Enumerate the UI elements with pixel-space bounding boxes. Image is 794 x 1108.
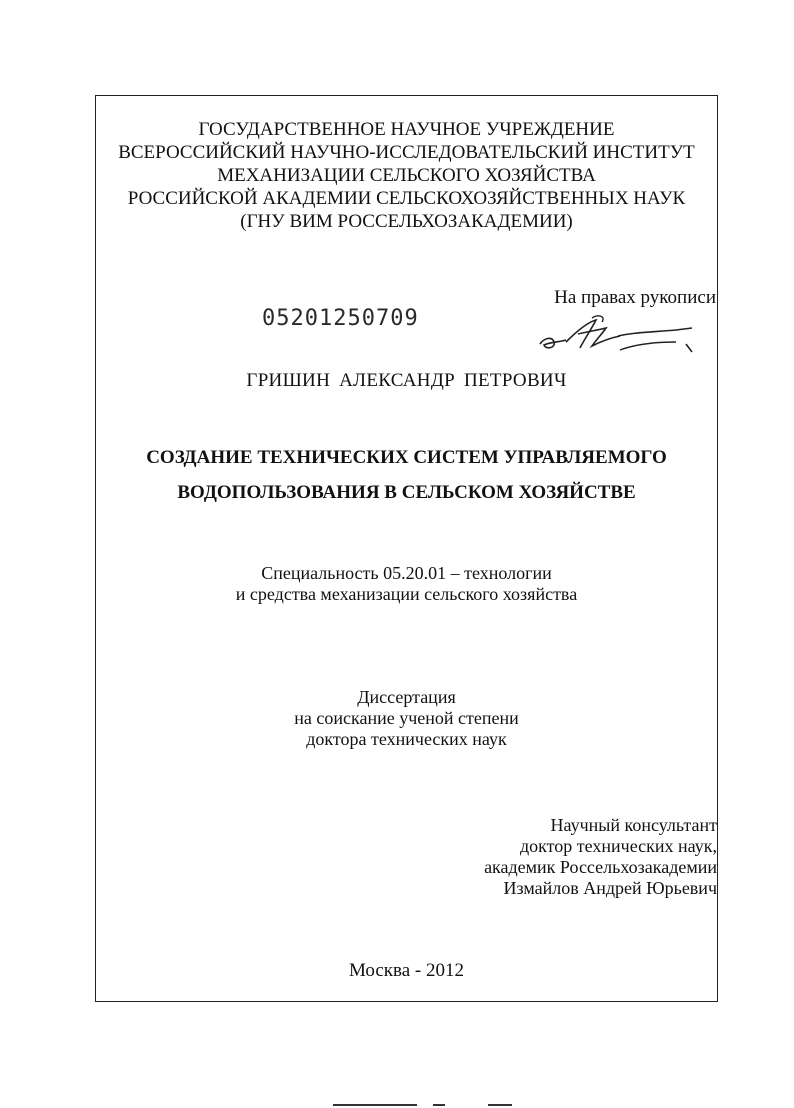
title-line: СОЗДАНИЕ ТЕХНИЧЕСКИХ СИСТЕМ УПРАВЛЯЕМОГО — [146, 447, 667, 468]
consultant-line: Измайлов Андрей Юрьевич — [503, 878, 717, 898]
author-signature — [536, 312, 700, 360]
city-and-year: Москва - 2012 — [348, 960, 465, 981]
institution-header — [95, 118, 718, 233]
header-line: ГОСУДАРСТВЕННОЕ НАУЧНОЕ УЧРЕЖДЕНИЕ — [198, 119, 615, 140]
consultant-line: доктор технических наук, — [520, 836, 717, 856]
header-line: (ГНУ ВИМ РОССЕЛЬХОЗАКАДЕМИИ) — [240, 211, 573, 232]
library-inventory-number: 05201250709 — [262, 306, 419, 331]
specialty-line: и средства механизации сельского хозяйства — [235, 584, 578, 604]
scan-artifact-line — [488, 1104, 512, 1106]
header-line: МЕХАНИЗАЦИИ СЕЛЬСКОГО ХОЗЯЙСТВА — [217, 165, 596, 186]
header-line: ВСЕРОССИЙСКИЙ НАУЧНО-ИССЛЕДОВАТЕЛЬСКИЙ ИНСТИТУТ — [118, 142, 695, 163]
degree-line: доктора технических наук — [306, 729, 507, 749]
header-line: РОССИЙСКОЙ АКАДЕМИИ СЕЛЬСКОХОЗЯЙСТВЕННЫХ НАУК — [127, 188, 686, 209]
title-line: ВОДОПОЛЬЗОВАНИЯ В СЕЛЬСКОМ ХОЗЯЙСТВЕ — [177, 482, 636, 503]
degree-line: Диссертация — [357, 687, 456, 707]
author-name: ГРИШИН АЛЕКСАНДР ПЕТРОВИЧ — [246, 370, 567, 391]
specialty-line: Специальность 05.20.01 – технологии — [261, 563, 552, 583]
specialty-block — [95, 563, 718, 605]
consultant-line: академик Россельхозакадемии — [484, 857, 717, 877]
degree-line: на соискание ученой степени — [294, 708, 519, 728]
scientific-consultant-block — [484, 815, 717, 899]
scan-artifact-line — [433, 1104, 445, 1106]
dissertation-title — [95, 440, 718, 510]
degree-block — [95, 687, 718, 750]
scan-artifact-line — [333, 1104, 417, 1106]
consultant-line: Научный консультант — [550, 815, 717, 835]
manuscript-rights-label: На правах рукописи — [554, 287, 716, 308]
